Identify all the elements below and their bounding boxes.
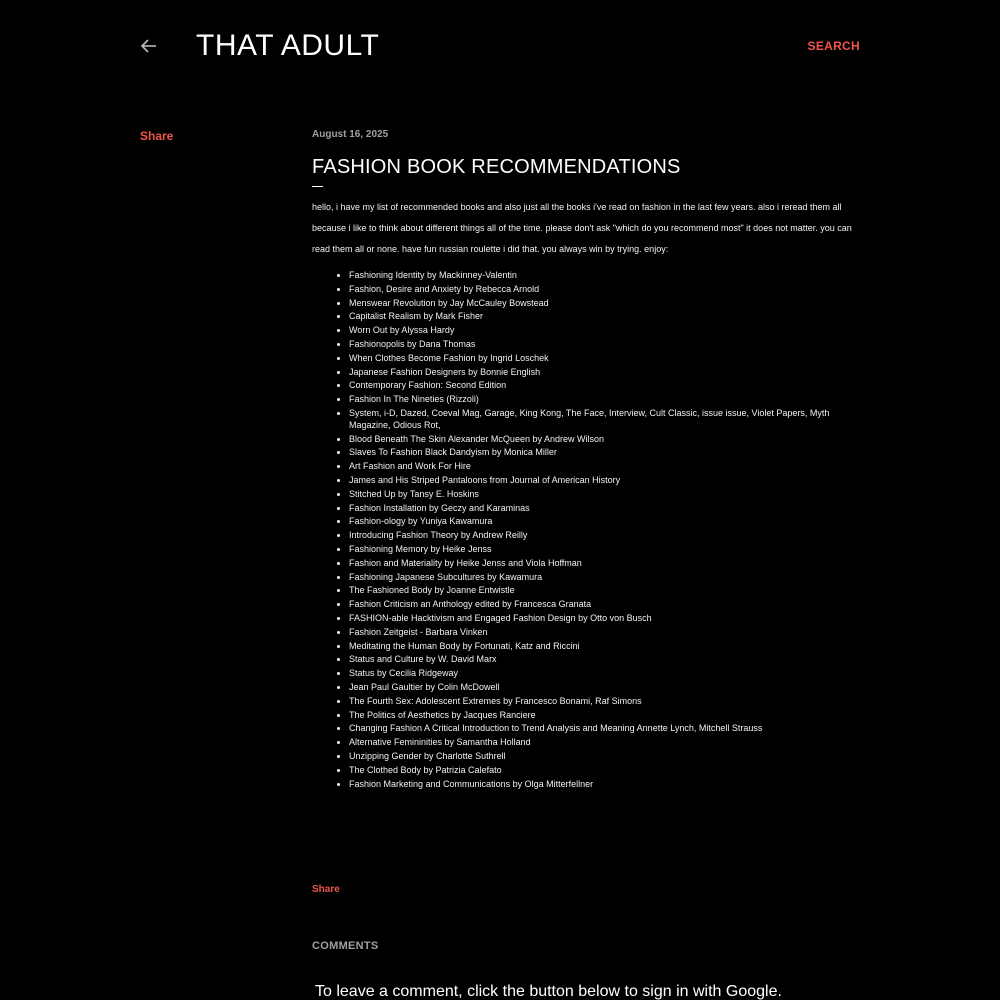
book-list-item: • Slaves To Fashion Black Dandyism by Monica Miller	[349, 447, 857, 459]
book-list	[312, 270, 857, 791]
book-list-item: • Art Fashion and Work For Hire	[349, 461, 857, 473]
book-list-item: • Alternative Femininities by Samantha Holland	[349, 737, 857, 749]
book-list-item: • Changing Fashion A Critical Introduction to Trend Analysis and Meaning Annette Lynch, Mitchell Strauss	[349, 723, 857, 735]
book-list-item: • Capitalist Realism by Mark Fisher	[349, 311, 857, 323]
book-list-item: • Fashion Installation by Geczy and Karaminas	[349, 503, 857, 515]
book-list-item: • Japanese Fashion Designers by Bonnie English	[349, 367, 857, 379]
book-list-item: • The Clothed Body by Patrizia Calefato	[349, 765, 857, 777]
book-list-item: • System, i-D, Dazed, Coeval Mag, Garage, King Kong, The Face, Interview, Cult Classic, issue issue, Violet Papers, Myth Magazine, Odious Rot,	[349, 408, 857, 432]
book-list-item: • Fashion-ology by Yuniya Kawamura	[349, 516, 857, 528]
book-list-item: • Status by Cecilia Ridgeway	[349, 668, 857, 680]
book-list-item: • Contemporary Fashion: Second Edition	[349, 380, 857, 392]
book-list-item: • When Clothes Become Fashion by Ingrid Loschek	[349, 353, 857, 365]
post-title: FASHION BOOK RECOMMENDATIONS	[312, 156, 681, 178]
book-list-item: • Fashioning Japanese Subcultures by Kawamura	[349, 572, 857, 584]
search-button[interactable]: SEARCH	[807, 39, 860, 53]
book-list-item: • The Fourth Sex: Adolescent Extremes by Francesco Bonami, Raf Simons	[349, 696, 857, 708]
book-list-item: • Meditating the Human Body by Fortunati, Katz and Riccini	[349, 641, 857, 653]
comments-heading: COMMENTS	[312, 940, 379, 952]
book-list-item: • Fashion, Desire and Anxiety by Rebecca Arnold	[349, 284, 857, 296]
title-divider	[312, 186, 323, 187]
book-list-item: • James and His Striped Pantaloons from Journal of American History	[349, 475, 857, 487]
header	[0, 0, 1000, 95]
book-list-item: • Fashioning Memory by Heike Jenss	[349, 544, 857, 556]
book-list-item: • Jean Paul Gaultier by Colin McDowell	[349, 682, 857, 694]
book-list-item: • Fashionopolis by Dana Thomas	[349, 339, 857, 351]
post-date[interactable]: August 16, 2025	[312, 129, 389, 140]
post	[312, 128, 857, 792]
book-list-item: • Menswear Revolution by Jay McCauley Bowstead	[349, 298, 857, 310]
book-list-item: • The Fashioned Body by Joanne Entwistle	[349, 585, 857, 597]
book-list-item: • Status and Culture by W. David Marx	[349, 654, 857, 666]
book-list-item: • Introducing Fashion Theory by Andrew Reilly	[349, 530, 857, 542]
share-button-post[interactable]: Share	[312, 884, 340, 895]
arrow-left-icon[interactable]	[139, 36, 159, 56]
book-list-item: • Fashion In The Nineties (Rizzoli)	[349, 394, 857, 406]
book-list-item: • Fashion and Materiality by Heike Jenss and Viola Hoffman	[349, 558, 857, 570]
share-button-sidebar[interactable]: Share	[140, 129, 174, 143]
book-list-item: • Fashioning Identity by Mackinney-Valentin	[349, 270, 857, 282]
book-list-item: • Stitched Up by Tansy E. Hoskins	[349, 489, 857, 501]
post-intro: hello, i have my list of recommended books and also just all the books i've read on fashion in the last few years. also i reread them all because i like to think about different things all of the time. please don't ask "which do you recommend most" it does not matter. you can read them all or none. have fun russian roulette i did that. you always win by trying. enjoy:	[312, 202, 852, 254]
book-list-item: • Fashion Criticism an Anthology edited by Francesca Granata	[349, 599, 857, 611]
book-list-item: • Unzipping Gender by Charlotte Suthrell	[349, 751, 857, 763]
book-list-item: • Fashion Marketing and Communications by Olga Mitterfellner	[349, 779, 857, 791]
blog-title[interactable]: THAT ADULT	[196, 29, 380, 62]
book-list-item: • Fashion Zeitgeist - Barbara Vinken	[349, 627, 857, 639]
book-list-item: • The Politics of Aesthetics by Jacques Ranciere	[349, 710, 857, 722]
comment-sign-in-prompt: To leave a comment, click the button below to sign in with Google.	[315, 983, 782, 1000]
book-list-item: • Blood Beneath The Skin Alexander McQueen by Andrew Wilson	[349, 434, 857, 446]
book-list-item: • FASHION-able Hacktivism and Engaged Fashion Design by Otto von Busch	[349, 613, 857, 625]
book-list-item: • Worn Out by Alyssa Hardy	[349, 325, 857, 337]
